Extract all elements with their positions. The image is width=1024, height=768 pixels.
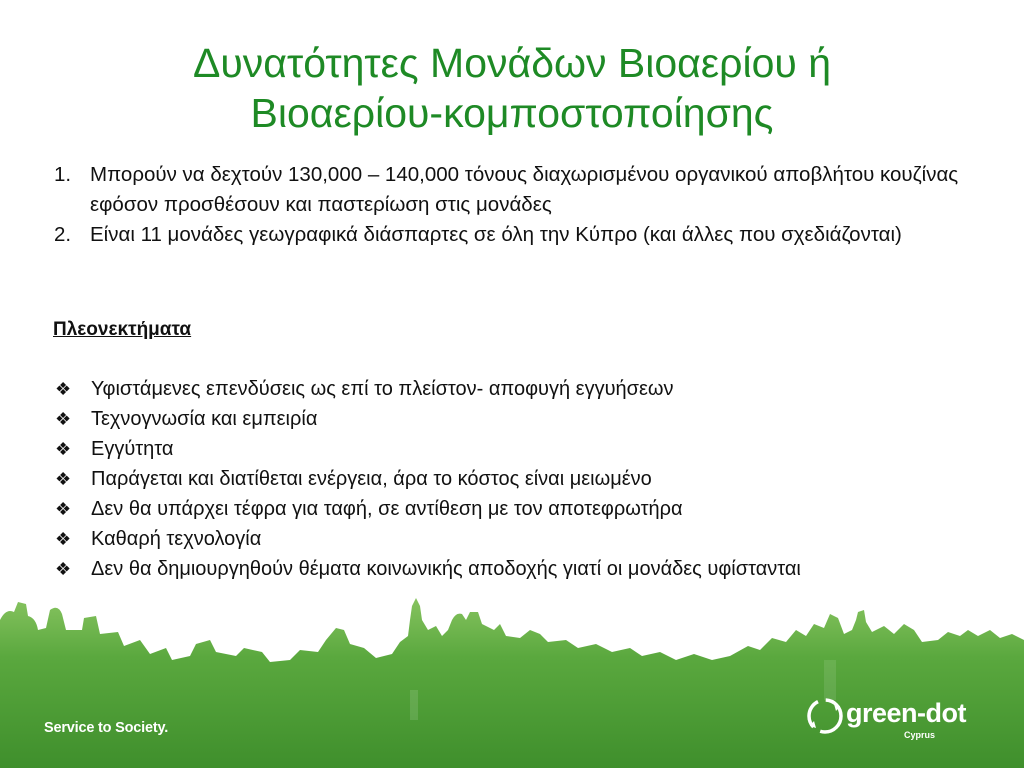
numbered-point <box>50 220 970 250</box>
advantage-item <box>53 374 953 404</box>
advantage-item <box>53 464 953 494</box>
advantage-text: Υφιστάμενες επενδύσεις ως επί το πλείστον- αποφυγή εγγυήσεων <box>91 378 674 400</box>
advantage-item <box>53 434 953 464</box>
advantage-text: Τεχνογνωσία και εμπειρία <box>91 408 318 430</box>
advantage-text: Εγγύτητα <box>91 438 174 460</box>
advantages-list <box>53 374 953 584</box>
recycle-arrows-icon <box>806 696 844 736</box>
point-text: Μπορούν να δεχτούν 130,000 – 140,000 τόνους διαχωρισμένου οργανικού αποβλήτου κουζίνας εφόσον προσθέσουν και παστερίωση στις μονάδες <box>90 163 959 216</box>
slide-title <box>60 38 964 138</box>
numbered-point <box>50 160 970 220</box>
advantage-text: Δεν θα δημιουργηθούν θέματα κοινωνικής αποδοχής γιατί οι μονάδες υφίστανται <box>91 558 801 580</box>
advantage-text: Παράγεται και διατίθεται ενέργεια, άρα το κόστος είναι μειωμένο <box>91 468 652 490</box>
advantage-item <box>53 494 953 524</box>
point-number: 1. <box>54 163 72 186</box>
diamond-bullet-icon: ❖ <box>55 439 72 459</box>
advantages-heading: Πλεονεκτήματα <box>53 319 192 340</box>
diamond-bullet-icon: ❖ <box>55 499 72 519</box>
advantage-text: Καθαρή τεχνολογία <box>91 528 262 550</box>
point-number: 2. <box>54 223 72 246</box>
numbered-points <box>50 160 970 250</box>
advantage-text: Δεν θα υπάρχει τέφρα για ταφή, σε αντίθεση με τον αποτεφρωτήρα <box>91 498 683 520</box>
footer-slogan: Service to Society. <box>44 720 169 736</box>
title-line-2: Βιοαερίου-κομποστοποίησης <box>250 90 774 136</box>
logo-name: green-dot <box>846 698 966 728</box>
logo-country: Cyprus <box>904 730 936 740</box>
point-text: Είναι 11 μονάδες γεωγραφικά διάσπαρτες σε όλη την Κύπρο (και άλλες που σχεδιάζονται) <box>90 223 902 246</box>
advantage-item <box>53 554 953 584</box>
diamond-bullet-icon: ❖ <box>55 409 72 429</box>
diamond-bullet-icon: ❖ <box>55 379 72 399</box>
diamond-bullet-icon: ❖ <box>55 559 72 579</box>
diamond-bullet-icon: ❖ <box>55 529 72 549</box>
advantage-item <box>53 404 953 434</box>
diamond-bullet-icon: ❖ <box>55 469 72 489</box>
green-dot-logo <box>806 694 986 750</box>
title-line-1: Δυνατότητες Μονάδων Βιοαερίου ή <box>192 40 832 86</box>
advantage-item <box>53 524 953 554</box>
